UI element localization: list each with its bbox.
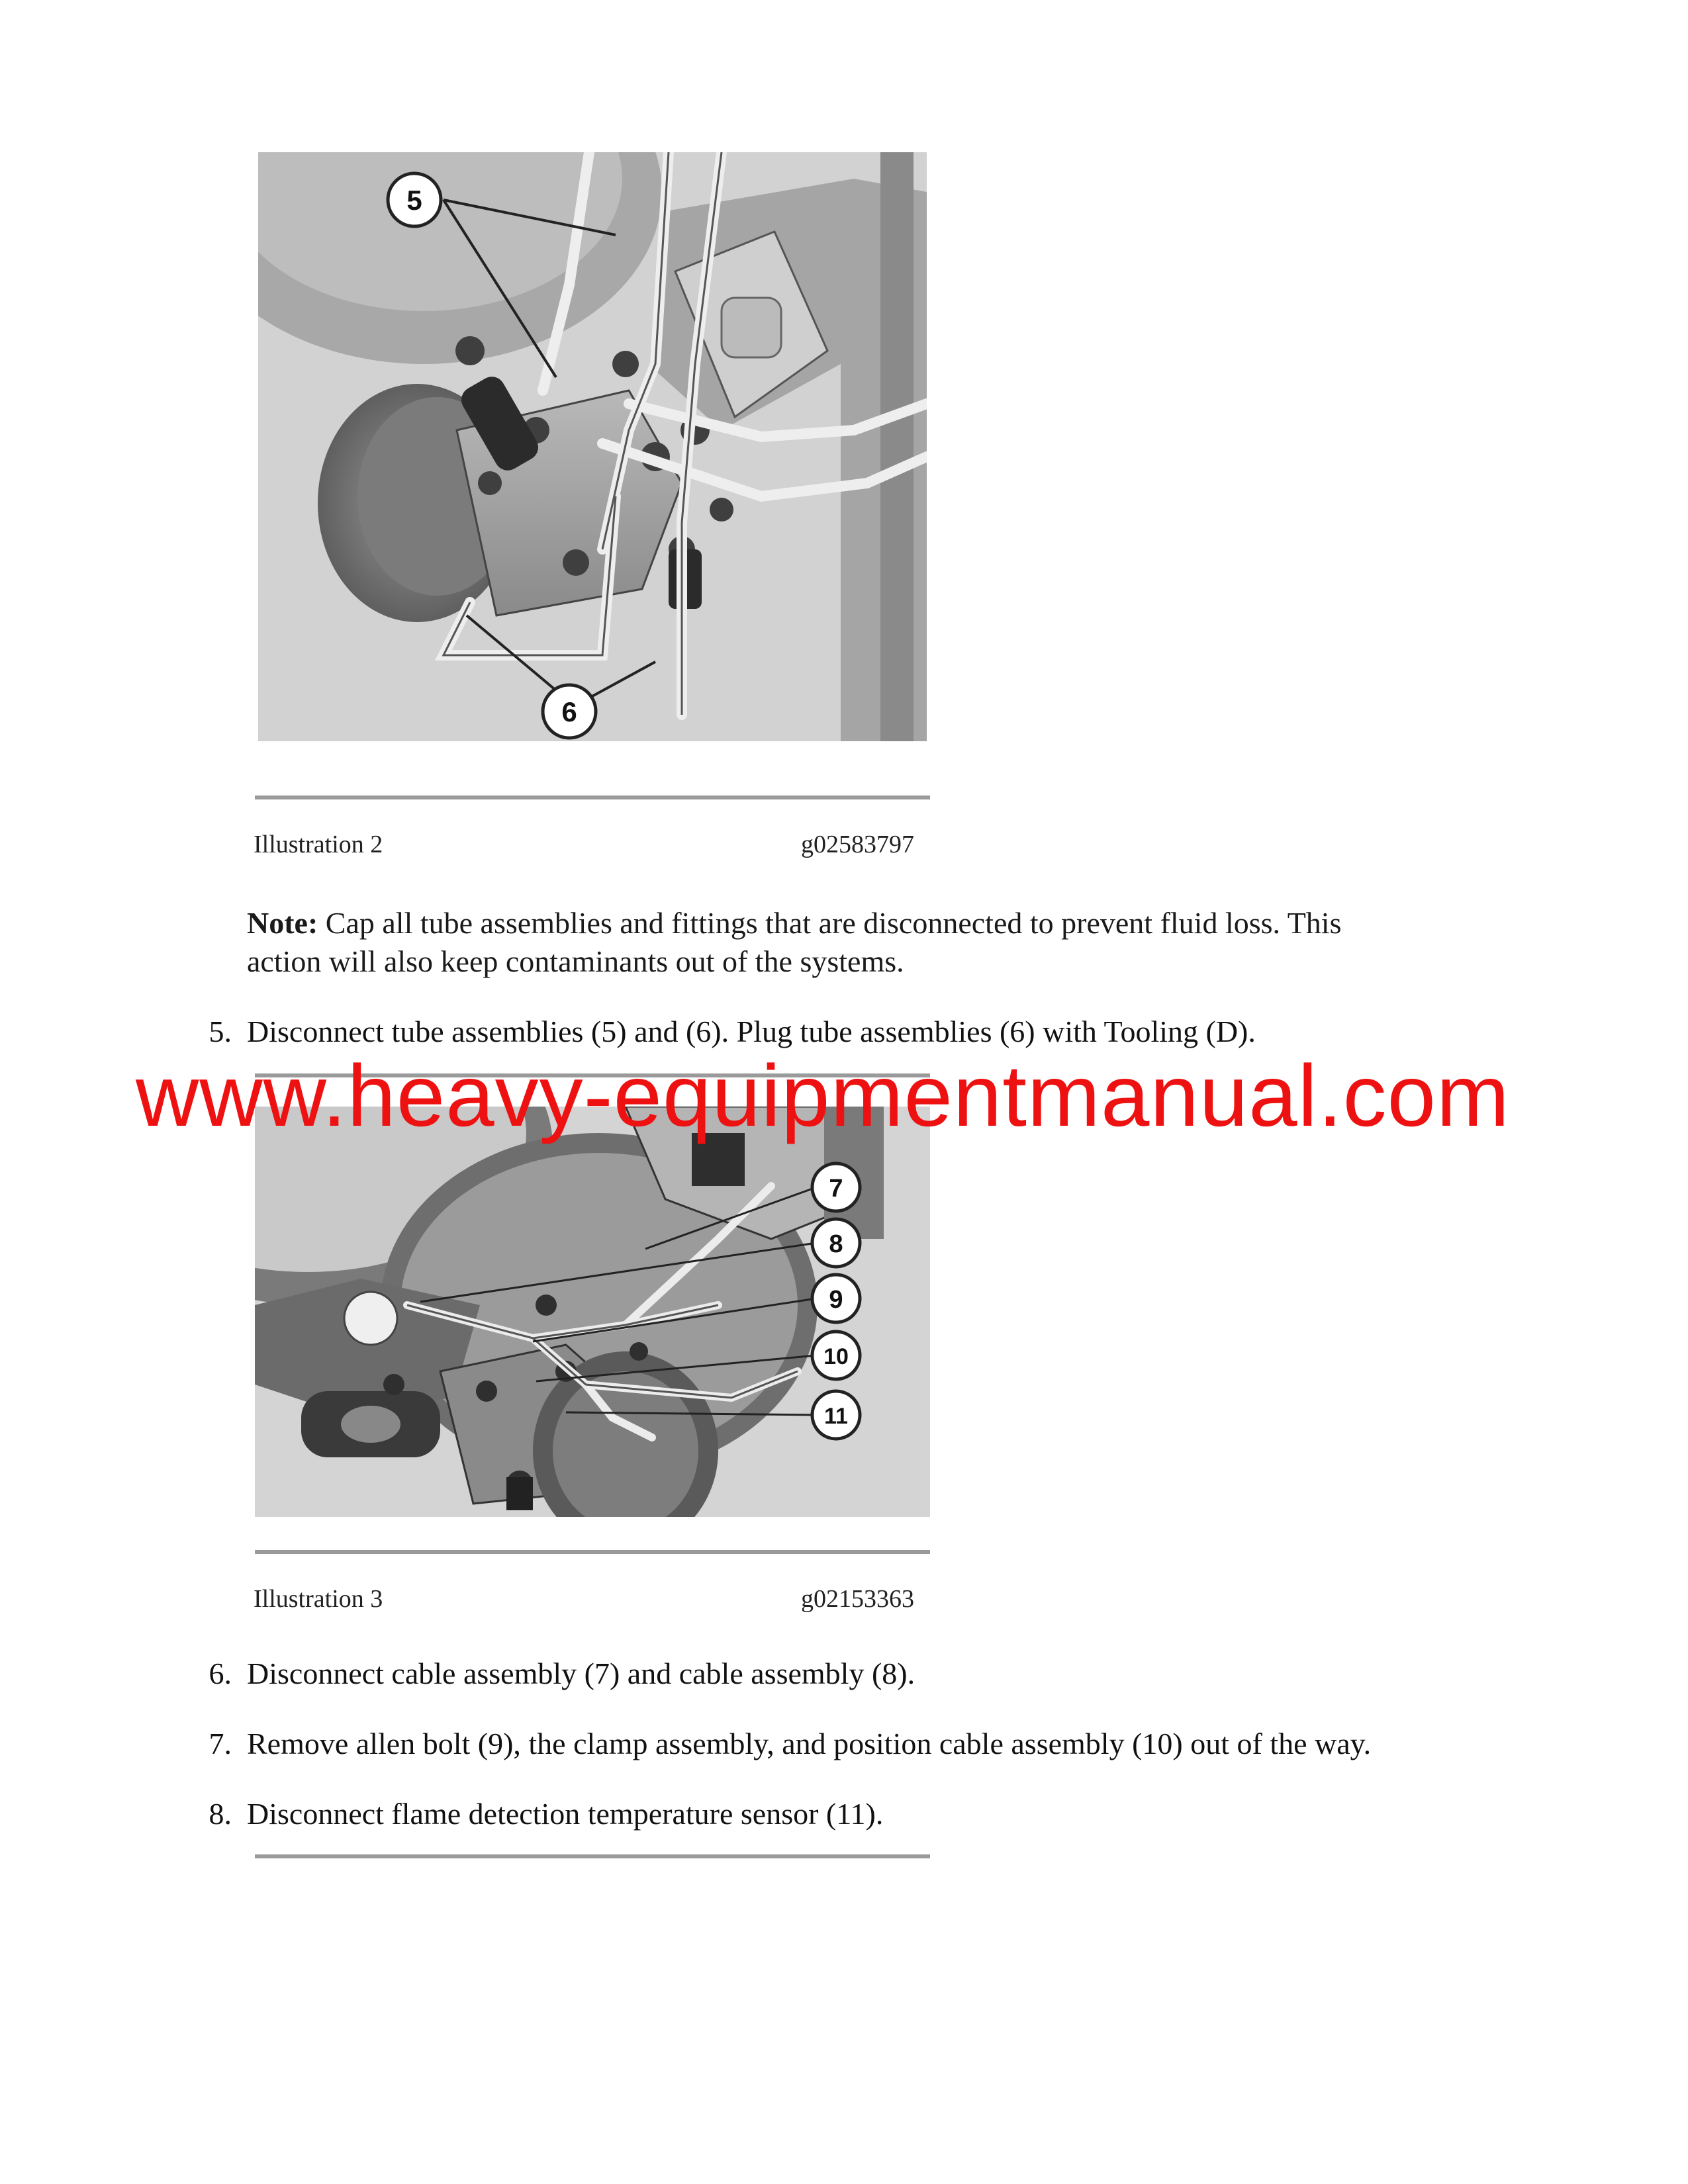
step-6-number: 6. <box>209 1657 232 1690</box>
note-line-2-text: action will also keep contaminants out of the systems. <box>247 944 904 978</box>
callout-7 <box>812 1163 860 1211</box>
svg-text:6: 6 <box>561 696 577 727</box>
illustration-3-label: Illustration 3 <box>254 1585 383 1613</box>
step-5-text: Disconnect tube assemblies (5) and (6). Plug tube assemblies (6) with Tooling (D). <box>247 1015 1256 1048</box>
step-7-number: 7. <box>209 1727 232 1760</box>
svg-text:9: 9 <box>829 1286 843 1314</box>
svg-text:11: 11 <box>824 1404 848 1429</box>
illustration-3-image <box>255 1107 930 1517</box>
figure-2-bottom-rule <box>255 1550 930 1554</box>
step-6-text: Disconnect cable assembly (7) and cable assembly (8). <box>247 1657 915 1690</box>
step-5-number: 5. <box>209 1015 232 1048</box>
note-label: Note: <box>247 906 318 940</box>
figure-1-top-rule <box>255 796 930 799</box>
svg-text:5: 5 <box>406 185 422 216</box>
illustration-2-id: g02583797 <box>801 831 914 858</box>
callout-11 <box>812 1391 860 1439</box>
step-8-text: Disconnect flame detection temperature sensor (11). <box>247 1797 884 1831</box>
watermark-url: www.heavy-equipmentmanual.com <box>136 1047 1510 1144</box>
svg-text:7: 7 <box>829 1175 843 1203</box>
illustration-2-image <box>258 152 927 741</box>
note-line-1: Cap all tube assemblies and fittings that are disconnected to prevent fluid loss. This <box>325 906 1342 940</box>
callout-6 <box>543 685 596 738</box>
callout-8 <box>812 1219 860 1267</box>
step-8-number: 8. <box>209 1797 232 1831</box>
callout-10 <box>812 1332 860 1379</box>
callout-5 <box>388 173 441 226</box>
illustration-3-id: g02153363 <box>801 1585 914 1613</box>
illustration-2-label: Illustration 2 <box>254 831 383 858</box>
end-rule <box>255 1854 930 1858</box>
svg-text:10: 10 <box>823 1344 849 1369</box>
svg-text:8: 8 <box>829 1230 843 1258</box>
callout-9 <box>812 1275 860 1322</box>
note-paragraph <box>247 904 1505 942</box>
step-7-text: Remove allen bolt (9), the clamp assembly, and position cable assembly (10) out of the way. <box>247 1727 1372 1760</box>
